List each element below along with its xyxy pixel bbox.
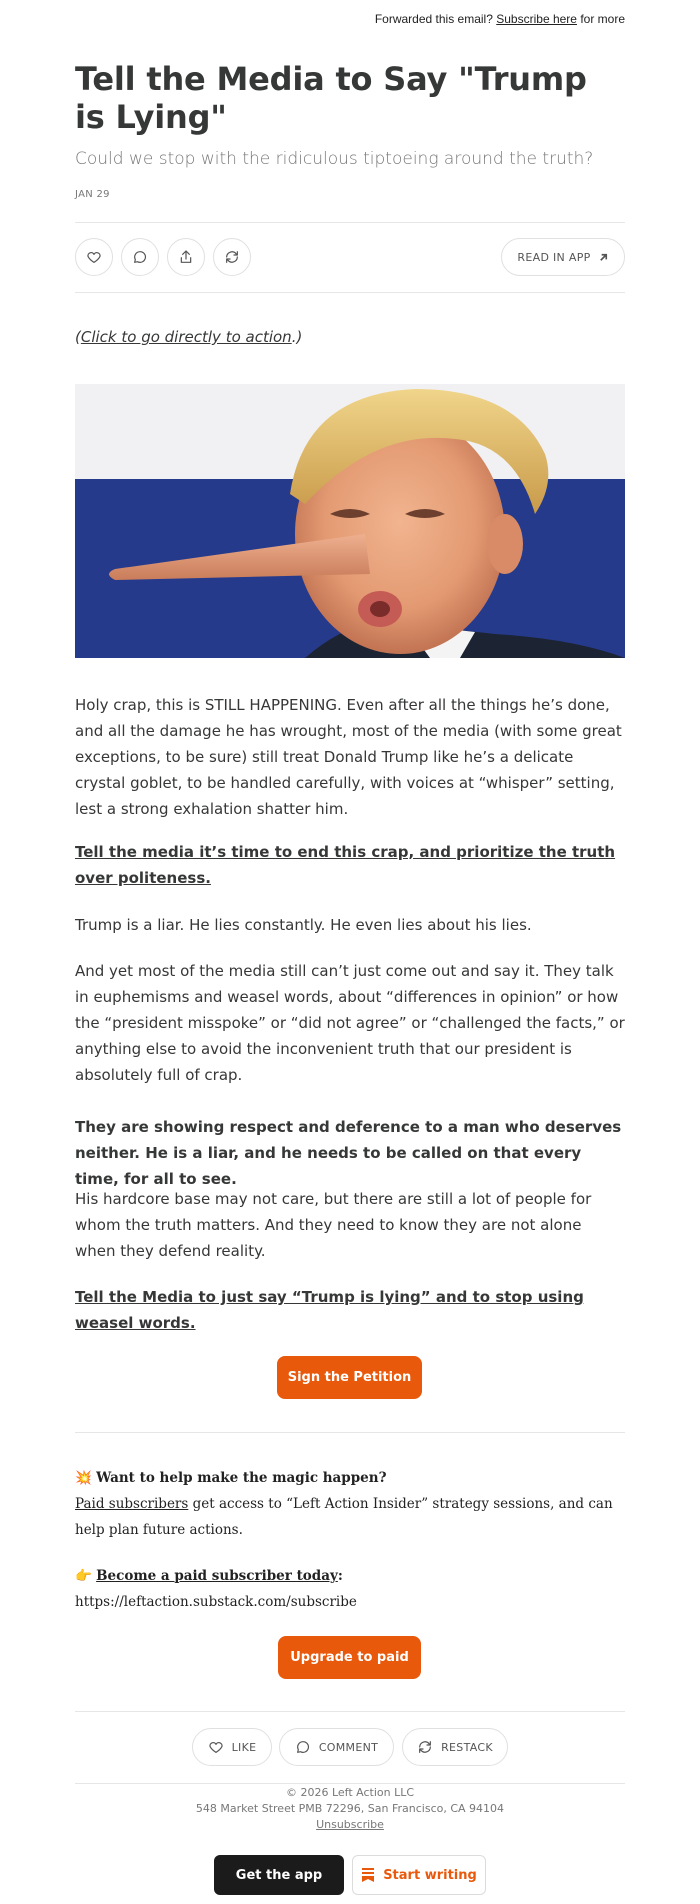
action-link-2-wrap	[75, 1284, 625, 1336]
post-title[interactable]: Tell the Media to Say "Trump is Lying"	[75, 60, 587, 136]
paid-subscribers-link[interactable]: Paid subscribers	[75, 1496, 189, 1512]
become-paid-subscriber-link[interactable]: Become a paid subscriber today	[96, 1568, 338, 1584]
paren-close: .)	[291, 328, 303, 346]
divider	[75, 222, 625, 223]
promo-text	[75, 1491, 625, 1543]
hero-image[interactable]	[75, 384, 625, 658]
post-subtitle: Could we stop with the ridiculous tiptoeing around the truth?	[75, 149, 594, 169]
divider	[75, 292, 625, 293]
subscribe-here-link[interactable]: Subscribe here	[496, 12, 577, 26]
unsubscribe-link[interactable]: Unsubscribe	[316, 1818, 384, 1831]
paragraph-bold-respect: They are showing respect and deference to a man who deserves neither. He is a liar, and he needs to be called on that every time, for all to see.	[75, 1118, 622, 1188]
heart-icon	[208, 1739, 224, 1755]
heart-icon	[86, 249, 102, 265]
comment-pill-button[interactable]	[279, 1728, 394, 1766]
comment-label: COMMENT	[318, 1740, 379, 1754]
forward-prefix: Forwarded this email?	[374, 12, 493, 26]
subscribe-url[interactable]: https://leftaction.substack.com/subscribe	[75, 1594, 357, 1610]
restack-icon	[224, 249, 240, 265]
collision-emoji-icon: 💥	[75, 1470, 92, 1486]
subscribe-heading	[75, 1563, 625, 1589]
get-the-app-button[interactable]: Get the app	[214, 1855, 344, 1895]
subscribe-colon: :	[337, 1568, 343, 1584]
divider	[75, 1711, 625, 1712]
share-icon	[178, 249, 194, 265]
start-writing-label: Start writing	[383, 1867, 477, 1883]
footer-copyright: © 2026 Left Action LLC	[285, 1786, 415, 1799]
promo-heading	[75, 1465, 625, 1491]
action-link-1[interactable]: Tell the media it’s time to end this crap, and prioritize the truth over politeness.	[75, 843, 616, 887]
read-in-app-button[interactable]	[501, 238, 625, 276]
forward-suffix: for more	[580, 12, 625, 26]
share-button[interactable]	[167, 238, 205, 276]
sign-petition-button[interactable]: Sign the Petition	[277, 1356, 422, 1399]
click-to-action-link[interactable]	[75, 328, 302, 346]
action-link-1-wrap	[75, 839, 625, 891]
restack-icon	[417, 1739, 433, 1755]
substack-logo-icon	[361, 1867, 375, 1883]
start-writing-button[interactable]	[352, 1855, 486, 1895]
paragraph-media: And yet most of the media still can’t just come out and say it. They talk in euphemisms and weasel words, about “differences in opinion” or how the “president misspoke” or “did not agree” or “challenged the facts,” or anything else to avoid the inconvenient truth that our president is absolutely full of crap.	[75, 962, 625, 1084]
like-button[interactable]	[75, 238, 113, 276]
promo-description: get access to “Left Action Insider” strategy sessions, and can help plan future actions.	[75, 1496, 613, 1538]
post-date: JAN 29	[75, 189, 110, 200]
click-to-action-text[interactable]: Click to go directly to action	[80, 328, 292, 346]
action-link-2[interactable]: Tell the Media to just say “Trump is lying” and to stop using weasel words.	[75, 1288, 584, 1332]
read-in-app-label: READ IN APP	[517, 250, 591, 264]
restack-button[interactable]	[213, 238, 251, 276]
divider	[75, 1783, 625, 1784]
post-header	[75, 60, 625, 136]
upgrade-to-paid-button[interactable]: Upgrade to paid	[278, 1636, 421, 1679]
trump-pinocchio-image	[75, 384, 625, 658]
pointing-finger-emoji-icon: 👉	[75, 1568, 92, 1584]
comment-icon	[295, 1739, 311, 1755]
footer-address: 548 Market Street PMB 72296, San Francisco, CA 94104	[195, 1802, 505, 1815]
comment-button[interactable]	[121, 238, 159, 276]
footer-unsubscribe-wrap	[75, 1817, 625, 1833]
paren-open: (	[75, 328, 81, 346]
restack-pill-button[interactable]	[402, 1728, 508, 1766]
promo-heading-text: Want to help make the magic happen?	[96, 1470, 387, 1486]
divider	[75, 1432, 625, 1433]
paragraph-intro: Holy crap, this is STILL HAPPENING. Even after all the things he’s done, and all the damage he has wrought, most of the media (with some great exceptions, to be sure) still treat Donald Trump like he’s a delicate crystal goblet, to be handled carefully, with voices at “whisper” setting, lest a strong exhalation shatter him.	[75, 696, 622, 818]
arrow-up-right-icon	[598, 252, 609, 263]
paragraph-liar: Trump is a liar. He lies constantly. He even lies about his lies.	[75, 916, 532, 934]
forward-bar	[0, 12, 625, 26]
paragraph-base: His hardcore base may not care, but there are still a lot of people for whom the truth matters. And they need to know they are not alone when they defend reality.	[75, 1190, 592, 1260]
comment-icon	[132, 249, 148, 265]
restack-label: RESTACK	[441, 1740, 493, 1754]
like-label: LIKE	[231, 1740, 257, 1754]
like-pill-button[interactable]	[192, 1728, 272, 1766]
